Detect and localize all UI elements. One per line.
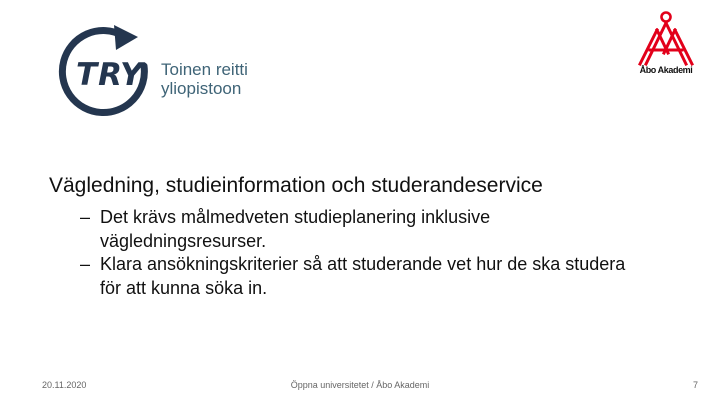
bullet-marker: – bbox=[80, 207, 91, 227]
bullet-item bbox=[80, 253, 640, 300]
footer-organization: Öppna universitetet / Åbo Akademi bbox=[290, 380, 430, 390]
bullet-item bbox=[80, 206, 640, 253]
try-name-line1: Toinen reitti bbox=[161, 60, 248, 79]
bullet-list bbox=[80, 206, 640, 300]
bullet-text: Det krävs målmedveten studieplanering inklusive vägledningsresurser. bbox=[100, 207, 491, 251]
footer-date: 20.11.2020 bbox=[42, 380, 87, 390]
slide-heading: Vägledning, studieinformation och studerandeservice bbox=[49, 174, 543, 197]
try-logo-name bbox=[161, 60, 248, 98]
abo-akademi-logo bbox=[637, 10, 695, 80]
abo-akademi-name: Åbo Akademi bbox=[639, 65, 693, 75]
try-logo-mark: TRY bbox=[76, 57, 144, 93]
bullet-text: Klara ansökningskriterier så att studerande vet hur de ska studera för att kunna söka in. bbox=[100, 254, 626, 298]
try-name-line2: yliopistoon bbox=[161, 79, 242, 98]
page-number: 7 bbox=[692, 380, 698, 390]
try-logo bbox=[58, 24, 248, 134]
abo-akademi-emblem-icon bbox=[637, 10, 695, 66]
bullet-marker: – bbox=[80, 254, 91, 274]
